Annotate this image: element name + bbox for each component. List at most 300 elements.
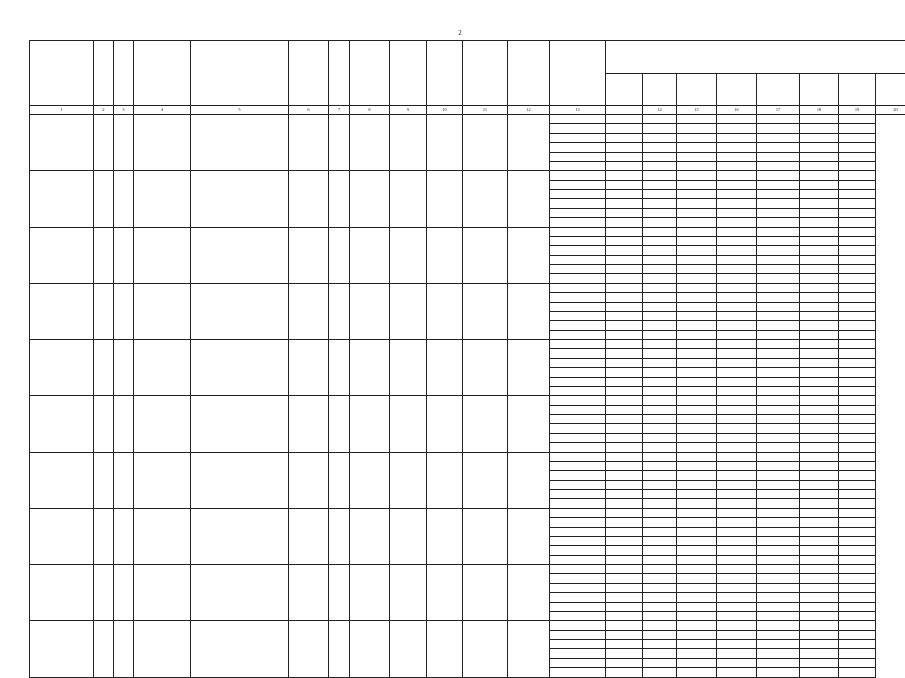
row-cell-c3 <box>114 340 134 396</box>
funding-value <box>643 658 677 667</box>
funding-value <box>839 208 876 217</box>
funding-value <box>606 190 643 199</box>
table-row <box>30 340 905 349</box>
funding-value <box>839 283 876 292</box>
funding-value <box>606 265 643 274</box>
row-cell-c6 <box>289 565 329 621</box>
funding-value <box>606 518 643 527</box>
funding-value <box>717 555 757 564</box>
funding-value <box>717 640 757 649</box>
funding-value <box>800 358 839 367</box>
table-row <box>30 283 905 292</box>
funding-source-label <box>550 555 606 564</box>
row-cell-c1 <box>30 283 94 339</box>
column-number: 1 <box>30 106 94 115</box>
row-cell-c11 <box>463 115 508 171</box>
funding-value <box>606 424 643 433</box>
row-cell-c7 <box>329 565 350 621</box>
funding-value <box>839 602 876 611</box>
funding-value <box>839 236 876 245</box>
funding-source-label <box>550 480 606 489</box>
table-row <box>30 508 905 517</box>
funding-source-label <box>550 471 606 480</box>
funding-value <box>643 152 677 161</box>
funding-value <box>839 358 876 367</box>
funding-source-label <box>550 180 606 189</box>
row-cell-c11 <box>463 227 508 283</box>
funding-value <box>717 133 757 142</box>
funding-value <box>800 583 839 592</box>
row-cell-c12 <box>508 452 550 508</box>
funding-value <box>643 583 677 592</box>
project-funding-table <box>29 40 905 678</box>
funding-value <box>606 405 643 414</box>
funding-value <box>757 368 800 377</box>
funding-value <box>606 546 643 555</box>
funding-value <box>717 480 757 489</box>
funding-value <box>643 499 677 508</box>
funding-value <box>643 602 677 611</box>
funding-value <box>643 143 677 152</box>
header-year-18 <box>800 73 839 106</box>
row-cell-c5 <box>191 508 289 564</box>
header-row-column-numbers <box>30 106 905 115</box>
funding-value <box>677 471 717 480</box>
funding-value <box>606 349 643 358</box>
funding-value <box>839 190 876 199</box>
row-cell-c6 <box>289 115 329 171</box>
funding-value <box>643 349 677 358</box>
funding-value <box>643 293 677 302</box>
column-number: 5 <box>191 106 289 115</box>
funding-source-label <box>550 405 606 414</box>
row-cell-c10 <box>427 565 463 621</box>
funding-value <box>839 611 876 620</box>
funding-value <box>643 321 677 330</box>
funding-source-label <box>550 424 606 433</box>
funding-source-label <box>550 611 606 620</box>
funding-value <box>677 368 717 377</box>
funding-value <box>677 433 717 442</box>
funding-source-label <box>550 236 606 245</box>
funding-value <box>839 302 876 311</box>
funding-value <box>606 124 643 133</box>
row-cell-c9 <box>390 621 427 678</box>
funding-value <box>677 658 717 667</box>
funding-value <box>757 546 800 555</box>
funding-value <box>717 611 757 620</box>
row-cell-c5 <box>191 621 289 678</box>
funding-value <box>717 452 757 461</box>
funding-value <box>677 171 717 180</box>
row-cell-c12 <box>508 621 550 678</box>
funding-value <box>606 630 643 639</box>
funding-value <box>606 621 643 630</box>
funding-value <box>757 424 800 433</box>
funding-value <box>717 293 757 302</box>
funding-value <box>606 565 643 574</box>
row-cell-c10 <box>427 621 463 678</box>
header-col-10-text <box>427 103 429 105</box>
funding-value <box>800 208 839 217</box>
funding-value <box>717 227 757 236</box>
funding-value <box>757 143 800 152</box>
funding-value <box>839 330 876 339</box>
funding-value <box>643 133 677 142</box>
funding-value <box>606 199 643 208</box>
funding-value <box>717 499 757 508</box>
column-number: 16 <box>717 106 757 115</box>
column-number: 17 <box>757 106 800 115</box>
funding-value <box>717 143 757 152</box>
funding-source-label <box>550 527 606 536</box>
funding-value <box>643 358 677 367</box>
column-number: 19 <box>839 106 876 115</box>
funding-source-label <box>550 490 606 499</box>
funding-value <box>643 255 677 264</box>
funding-value <box>643 555 677 564</box>
row-cell-c7 <box>329 227 350 283</box>
funding-source-label <box>550 246 606 255</box>
funding-value <box>677 461 717 470</box>
funding-value <box>606 508 643 517</box>
row-cell-c10 <box>427 171 463 227</box>
funding-source-label <box>550 536 606 545</box>
row-cell-c1 <box>30 621 94 678</box>
funding-value <box>606 274 643 283</box>
funding-value <box>677 133 717 142</box>
funding-value <box>643 415 677 424</box>
funding-value <box>606 330 643 339</box>
funding-value <box>643 490 677 499</box>
funding-value <box>717 199 757 208</box>
funding-value <box>717 283 757 292</box>
funding-value <box>717 180 757 189</box>
funding-value <box>757 227 800 236</box>
funding-value <box>839 555 876 564</box>
funding-value <box>800 415 839 424</box>
header-year-14 <box>643 73 677 106</box>
funding-value <box>643 274 677 283</box>
funding-source-label <box>550 208 606 217</box>
funding-value <box>757 621 800 630</box>
funding-value <box>677 199 717 208</box>
funding-value <box>757 461 800 470</box>
funding-value <box>839 377 876 386</box>
row-cell-c11 <box>463 396 508 452</box>
funding-value <box>606 480 643 489</box>
row-cell-c10 <box>427 115 463 171</box>
funding-value <box>800 368 839 377</box>
funding-value <box>677 349 717 358</box>
funding-value <box>800 293 839 302</box>
funding-value <box>606 368 643 377</box>
funding-source-label <box>550 415 606 424</box>
funding-value <box>643 171 677 180</box>
column-number-blank <box>606 106 643 115</box>
funding-value <box>800 527 839 536</box>
funding-value <box>717 115 757 124</box>
row-cell-c1 <box>30 508 94 564</box>
header-col-7-text <box>329 103 331 105</box>
funding-source-label <box>550 265 606 274</box>
funding-value <box>677 293 717 302</box>
funding-value <box>606 396 643 405</box>
row-cell-c4 <box>134 565 191 621</box>
funding-value <box>606 236 643 245</box>
funding-value <box>717 508 757 517</box>
row-cell-c9 <box>390 396 427 452</box>
funding-value <box>606 340 643 349</box>
funding-source-label <box>550 508 606 517</box>
funding-source-label <box>550 433 606 442</box>
funding-value <box>643 611 677 620</box>
row-cell-c10 <box>427 283 463 339</box>
funding-value <box>643 208 677 217</box>
funding-value <box>677 574 717 583</box>
row-cell-c6 <box>289 508 329 564</box>
funding-value <box>839 621 876 630</box>
funding-value <box>839 311 876 320</box>
table-body <box>30 115 905 678</box>
funding-value <box>757 499 800 508</box>
funding-value <box>800 602 839 611</box>
column-number: 3 <box>114 106 134 115</box>
funding-value <box>800 461 839 470</box>
funding-value <box>717 218 757 227</box>
funding-value <box>606 443 643 452</box>
row-cell-c4 <box>134 227 191 283</box>
funding-value <box>757 668 800 678</box>
funding-value <box>839 649 876 658</box>
row-cell-c1 <box>30 227 94 283</box>
funding-value <box>677 621 717 630</box>
funding-value <box>717 527 757 536</box>
funding-value <box>677 424 717 433</box>
funding-value <box>757 218 800 227</box>
funding-value <box>643 302 677 311</box>
funding-value <box>839 386 876 395</box>
funding-value <box>606 283 643 292</box>
header-col-9 <box>390 41 427 106</box>
row-cell-c2 <box>94 396 114 452</box>
funding-value <box>757 480 800 489</box>
funding-value <box>717 190 757 199</box>
funding-value <box>800 340 839 349</box>
funding-value <box>839 452 876 461</box>
funding-value <box>677 518 717 527</box>
funding-value <box>643 265 677 274</box>
funding-value <box>839 443 876 452</box>
funding-value <box>643 218 677 227</box>
funding-value <box>800 349 839 358</box>
row-cell-c7 <box>329 115 350 171</box>
funding-value <box>717 236 757 245</box>
funding-value <box>757 508 800 517</box>
row-cell-c7 <box>329 508 350 564</box>
funding-value <box>643 527 677 536</box>
funding-value <box>677 302 717 311</box>
funding-value <box>677 161 717 170</box>
funding-value <box>643 377 677 386</box>
funding-value <box>800 218 839 227</box>
funding-value <box>717 171 757 180</box>
funding-value <box>757 171 800 180</box>
header-col-8-text <box>350 103 352 105</box>
funding-value <box>643 471 677 480</box>
row-cell-c2 <box>94 171 114 227</box>
funding-value <box>839 433 876 442</box>
funding-value <box>606 471 643 480</box>
row-cell-c8 <box>350 340 390 396</box>
row-cell-c3 <box>114 396 134 452</box>
funding-value <box>800 443 839 452</box>
funding-value <box>839 480 876 489</box>
funding-value <box>757 161 800 170</box>
row-cell-c12 <box>508 396 550 452</box>
row-cell-c11 <box>463 340 508 396</box>
header-col-10 <box>427 41 463 106</box>
row-cell-c4 <box>134 115 191 171</box>
funding-value <box>677 583 717 592</box>
funding-value <box>677 190 717 199</box>
funding-value <box>757 180 800 189</box>
funding-value <box>643 593 677 602</box>
funding-source-label <box>550 377 606 386</box>
funding-value <box>677 546 717 555</box>
row-cell-c4 <box>134 340 191 396</box>
funding-value <box>839 536 876 545</box>
funding-value <box>677 208 717 217</box>
funding-value <box>606 499 643 508</box>
funding-value <box>757 518 800 527</box>
funding-value <box>757 583 800 592</box>
row-cell-c5 <box>191 565 289 621</box>
funding-value <box>677 321 717 330</box>
funding-value <box>800 386 839 395</box>
funding-value <box>717 349 757 358</box>
header-year-19 <box>839 73 876 106</box>
row-cell-c7 <box>329 452 350 508</box>
row-cell-c3 <box>114 452 134 508</box>
funding-value <box>757 124 800 133</box>
funding-source-label <box>550 340 606 349</box>
funding-value <box>643 443 677 452</box>
funding-source-label <box>550 658 606 667</box>
funding-source-label <box>550 190 606 199</box>
header-col-5-text <box>191 103 193 105</box>
column-number: 15 <box>677 106 717 115</box>
funding-value <box>800 499 839 508</box>
row-cell-c11 <box>463 508 508 564</box>
funding-source-label <box>550 115 606 124</box>
funding-value <box>839 461 876 470</box>
funding-value <box>677 508 717 517</box>
funding-value <box>677 377 717 386</box>
funding-value <box>643 546 677 555</box>
row-cell-c8 <box>350 565 390 621</box>
row-cell-c12 <box>508 171 550 227</box>
funding-value <box>757 236 800 245</box>
funding-value <box>677 236 717 245</box>
funding-value <box>606 218 643 227</box>
column-number: 7 <box>329 106 350 115</box>
row-cell-c10 <box>427 340 463 396</box>
header-col-9-text <box>390 103 392 105</box>
row-cell-c1 <box>30 115 94 171</box>
funding-value <box>757 415 800 424</box>
funding-source-label <box>550 302 606 311</box>
column-number: 11 <box>463 106 508 115</box>
funding-value <box>606 640 643 649</box>
funding-value <box>606 415 643 424</box>
row-cell-c11 <box>463 452 508 508</box>
funding-value <box>717 405 757 414</box>
page-number: 2 <box>440 29 480 37</box>
funding-value <box>800 396 839 405</box>
funding-value <box>800 471 839 480</box>
row-cell-c6 <box>289 283 329 339</box>
funding-value <box>677 124 717 133</box>
column-number: 10 <box>427 106 463 115</box>
row-cell-c8 <box>350 171 390 227</box>
funding-value <box>717 433 757 442</box>
funding-value <box>717 396 757 405</box>
table-row <box>30 115 905 124</box>
funding-value <box>643 236 677 245</box>
funding-value <box>643 199 677 208</box>
funding-value <box>717 302 757 311</box>
header-col-2 <box>94 41 114 106</box>
funding-value <box>800 321 839 330</box>
funding-source-label <box>550 143 606 152</box>
row-cell-c11 <box>463 565 508 621</box>
funding-source-label <box>550 452 606 461</box>
row-cell-c3 <box>114 227 134 283</box>
funding-value <box>800 377 839 386</box>
funding-value <box>606 161 643 170</box>
funding-value <box>757 340 800 349</box>
header-col-1-text <box>30 103 32 105</box>
funding-value <box>677 274 717 283</box>
funding-value <box>800 640 839 649</box>
funding-value <box>800 565 839 574</box>
funding-value <box>839 490 876 499</box>
funding-value <box>757 574 800 583</box>
funding-source-label <box>550 311 606 320</box>
funding-value <box>643 115 677 124</box>
funding-value <box>717 330 757 339</box>
funding-value <box>606 611 643 620</box>
funding-value <box>800 555 839 564</box>
funding-value <box>717 208 757 217</box>
funding-value <box>677 396 717 405</box>
funding-value <box>757 611 800 620</box>
funding-value <box>606 115 643 124</box>
funding-value <box>643 161 677 170</box>
funding-value <box>606 593 643 602</box>
row-cell-c8 <box>350 396 390 452</box>
funding-source-label <box>550 602 606 611</box>
funding-value <box>677 415 717 424</box>
header-col-11-text <box>463 103 465 105</box>
funding-value <box>800 508 839 517</box>
funding-value <box>717 668 757 678</box>
row-cell-c8 <box>350 283 390 339</box>
row-cell-c5 <box>191 340 289 396</box>
funding-value <box>757 152 800 161</box>
funding-value <box>717 518 757 527</box>
